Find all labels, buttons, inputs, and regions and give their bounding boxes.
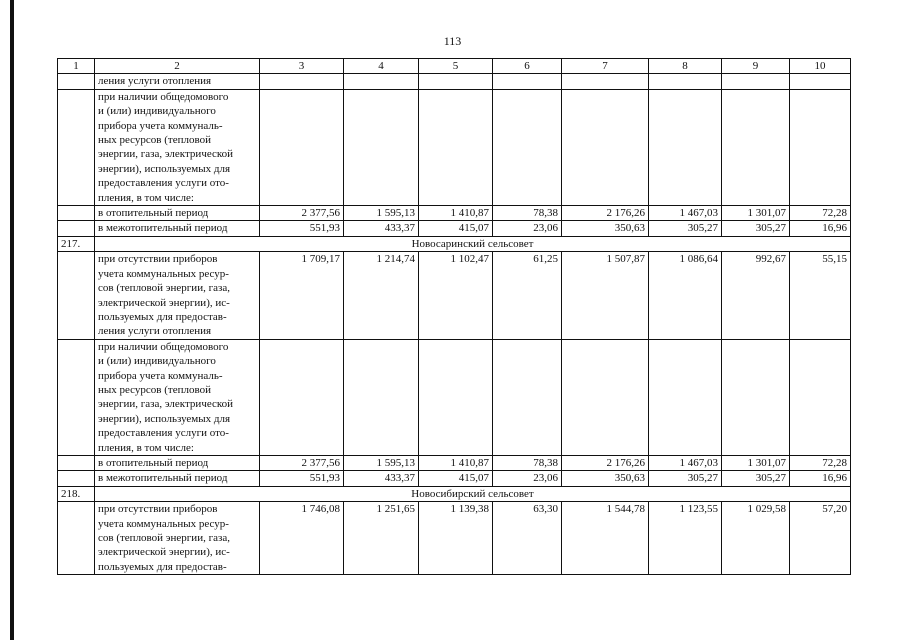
table-row <box>58 206 851 221</box>
header-cell: 8 <box>649 59 722 74</box>
value-cell: 1 709,17 <box>260 252 344 339</box>
value-cell: 305,27 <box>649 221 722 236</box>
value-cell: 16,96 <box>790 471 851 486</box>
row-number: 217. <box>58 236 95 251</box>
value-cell <box>790 74 851 89</box>
row-description: при наличии общедомового и (или) индивидуального прибора учета коммуналь- ных ресурсов (тепловой энергии, газа, электрической энергии), используемых для предоставления услуги ото- пления, в том числе: <box>95 89 260 205</box>
value-cell: 1 595,13 <box>344 206 419 221</box>
tariff-table <box>57 58 851 575</box>
value-cell: 1 507,87 <box>562 252 649 339</box>
header-cell: 3 <box>260 59 344 74</box>
row-number <box>58 502 95 575</box>
value-cell: 1 746,08 <box>260 502 344 575</box>
row-description: при отсутствии приборов учета коммунальных ресур- сов (тепловой энергии, газа, электрической энергии), ис- пользуемых для предостав- ления услуги отопления <box>95 252 260 339</box>
value-cell <box>722 74 790 89</box>
row-number <box>58 221 95 236</box>
value-cell <box>790 89 851 205</box>
row-number <box>58 206 95 221</box>
value-cell: 78,38 <box>493 455 562 470</box>
region-title: Новосаринский сельсовет <box>95 236 851 251</box>
value-cell: 1 410,87 <box>419 206 493 221</box>
table-row <box>58 502 851 575</box>
value-cell <box>562 74 649 89</box>
table-row <box>58 74 851 89</box>
value-cell: 1 301,07 <box>722 206 790 221</box>
row-number <box>58 455 95 470</box>
header-cell: 6 <box>493 59 562 74</box>
value-cell: 78,38 <box>493 206 562 221</box>
value-cell <box>493 339 562 455</box>
value-cell: 1 410,87 <box>419 455 493 470</box>
value-cell: 23,06 <box>493 221 562 236</box>
value-cell <box>562 89 649 205</box>
row-number <box>58 339 95 455</box>
value-cell: 1 467,03 <box>649 455 722 470</box>
value-cell: 16,96 <box>790 221 851 236</box>
value-cell <box>419 74 493 89</box>
page-edge-bar <box>10 0 14 640</box>
row-number <box>58 74 95 89</box>
value-cell <box>344 74 419 89</box>
header-cell: 2 <box>95 59 260 74</box>
value-cell: 1 029,58 <box>722 502 790 575</box>
value-cell: 1 102,47 <box>419 252 493 339</box>
value-cell <box>649 74 722 89</box>
value-cell <box>344 339 419 455</box>
value-cell: 2 377,56 <box>260 206 344 221</box>
value-cell <box>722 89 790 205</box>
value-cell <box>649 89 722 205</box>
region-title: Новосибирский сельсовет <box>95 486 851 501</box>
row-description: в отопительный период <box>95 455 260 470</box>
value-cell <box>493 89 562 205</box>
value-cell: 57,20 <box>790 502 851 575</box>
value-cell: 1 139,38 <box>419 502 493 575</box>
table-row <box>58 89 851 205</box>
header-cell: 7 <box>562 59 649 74</box>
row-description: в межотопительный период <box>95 221 260 236</box>
value-cell: 23,06 <box>493 471 562 486</box>
value-cell: 1 123,55 <box>649 502 722 575</box>
value-cell: 72,28 <box>790 206 851 221</box>
value-cell: 433,37 <box>344 221 419 236</box>
region-row <box>58 486 851 501</box>
value-cell: 2 377,56 <box>260 455 344 470</box>
value-cell: 415,07 <box>419 221 493 236</box>
row-number <box>58 471 95 486</box>
value-cell: 55,15 <box>790 252 851 339</box>
value-cell: 305,27 <box>649 471 722 486</box>
row-number <box>58 89 95 205</box>
region-row <box>58 236 851 251</box>
row-description: в межотопительный период <box>95 471 260 486</box>
row-description: при отсутствии приборов учета коммунальных ресур- сов (тепловой энергии, газа, электрической энергии), ис- пользуемых для предостав- <box>95 502 260 575</box>
value-cell <box>419 339 493 455</box>
value-cell: 1 086,64 <box>649 252 722 339</box>
table-row <box>58 252 851 339</box>
row-description: ления услуги отопления <box>95 74 260 89</box>
value-cell: 1 301,07 <box>722 455 790 470</box>
table-row <box>58 221 851 236</box>
value-cell <box>722 339 790 455</box>
header-row <box>58 59 851 74</box>
row-number <box>58 252 95 339</box>
value-cell: 61,25 <box>493 252 562 339</box>
value-cell <box>649 339 722 455</box>
table-row <box>58 339 851 455</box>
value-cell <box>260 339 344 455</box>
table-row <box>58 471 851 486</box>
value-cell: 305,27 <box>722 471 790 486</box>
header-cell: 5 <box>419 59 493 74</box>
value-cell: 2 176,26 <box>562 455 649 470</box>
value-cell <box>562 339 649 455</box>
value-cell: 551,93 <box>260 221 344 236</box>
table-row <box>58 455 851 470</box>
value-cell: 1 544,78 <box>562 502 649 575</box>
value-cell <box>344 89 419 205</box>
value-cell <box>260 89 344 205</box>
value-cell: 350,63 <box>562 471 649 486</box>
row-number: 218. <box>58 486 95 501</box>
value-cell <box>493 74 562 89</box>
value-cell: 551,93 <box>260 471 344 486</box>
value-cell: 1 595,13 <box>344 455 419 470</box>
value-cell: 350,63 <box>562 221 649 236</box>
value-cell <box>260 74 344 89</box>
header-cell: 10 <box>790 59 851 74</box>
header-cell: 4 <box>344 59 419 74</box>
value-cell <box>790 339 851 455</box>
value-cell: 433,37 <box>344 471 419 486</box>
value-cell <box>419 89 493 205</box>
value-cell: 305,27 <box>722 221 790 236</box>
value-cell: 415,07 <box>419 471 493 486</box>
value-cell: 1 214,74 <box>344 252 419 339</box>
value-cell: 72,28 <box>790 455 851 470</box>
value-cell: 63,30 <box>493 502 562 575</box>
value-cell: 992,67 <box>722 252 790 339</box>
value-cell: 1 467,03 <box>649 206 722 221</box>
header-cell: 1 <box>58 59 95 74</box>
page-number: 113 <box>443 34 462 48</box>
row-description: в отопительный период <box>95 206 260 221</box>
value-cell: 1 251,65 <box>344 502 419 575</box>
value-cell: 2 176,26 <box>562 206 649 221</box>
header-cell: 9 <box>722 59 790 74</box>
row-description: при наличии общедомового и (или) индивидуального прибора учета коммуналь- ных ресурсов (тепловой энергии, газа, электрической энергии), используемых для предоставления услуги ото- пления, в том числе: <box>95 339 260 455</box>
